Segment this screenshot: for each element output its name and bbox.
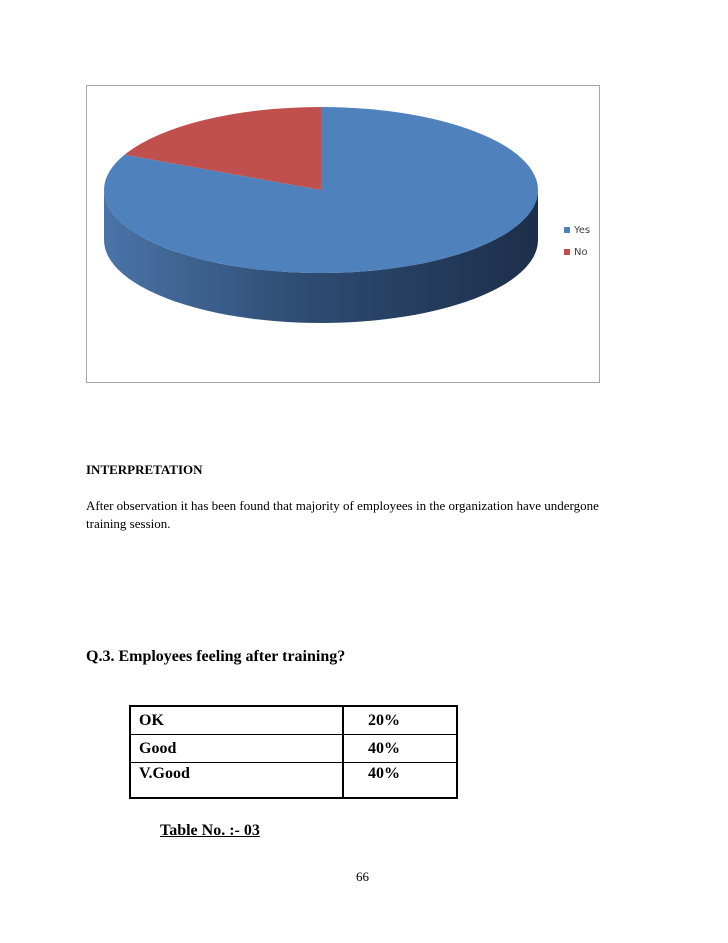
legend-item-no [564, 241, 590, 263]
legend-label-no: No [574, 246, 588, 258]
legend-label-yes: Yes [574, 224, 591, 236]
table-row [130, 735, 457, 763]
table-cell-label: V.Good [130, 763, 343, 799]
table-row [130, 763, 457, 799]
table-cell-label: Good [130, 735, 343, 763]
table-caption: Table No. :- 03 [160, 822, 260, 839]
legend-swatch-no [564, 249, 570, 255]
pie-chart [87, 86, 601, 384]
table-cell-value: 20% [343, 706, 457, 735]
legend-item-yes [564, 219, 590, 241]
table-cell-value: 40% [343, 735, 457, 763]
interpretation-text: After observation it has been found that majority of employees in the organization have undergone training session. [86, 498, 599, 531]
table-cell-label: OK [130, 706, 343, 735]
interpretation-heading: INTERPRETATION [86, 462, 203, 477]
chart-legend [564, 219, 590, 263]
feeling-table [129, 705, 458, 799]
question-title: Q.3. Employees feeling after training? [86, 648, 346, 665]
page-number: 66 [356, 869, 369, 884]
chart-frame [86, 85, 600, 383]
table-cell-value: 40% [343, 763, 457, 799]
legend-swatch-yes [564, 227, 570, 233]
table-row [130, 706, 457, 735]
